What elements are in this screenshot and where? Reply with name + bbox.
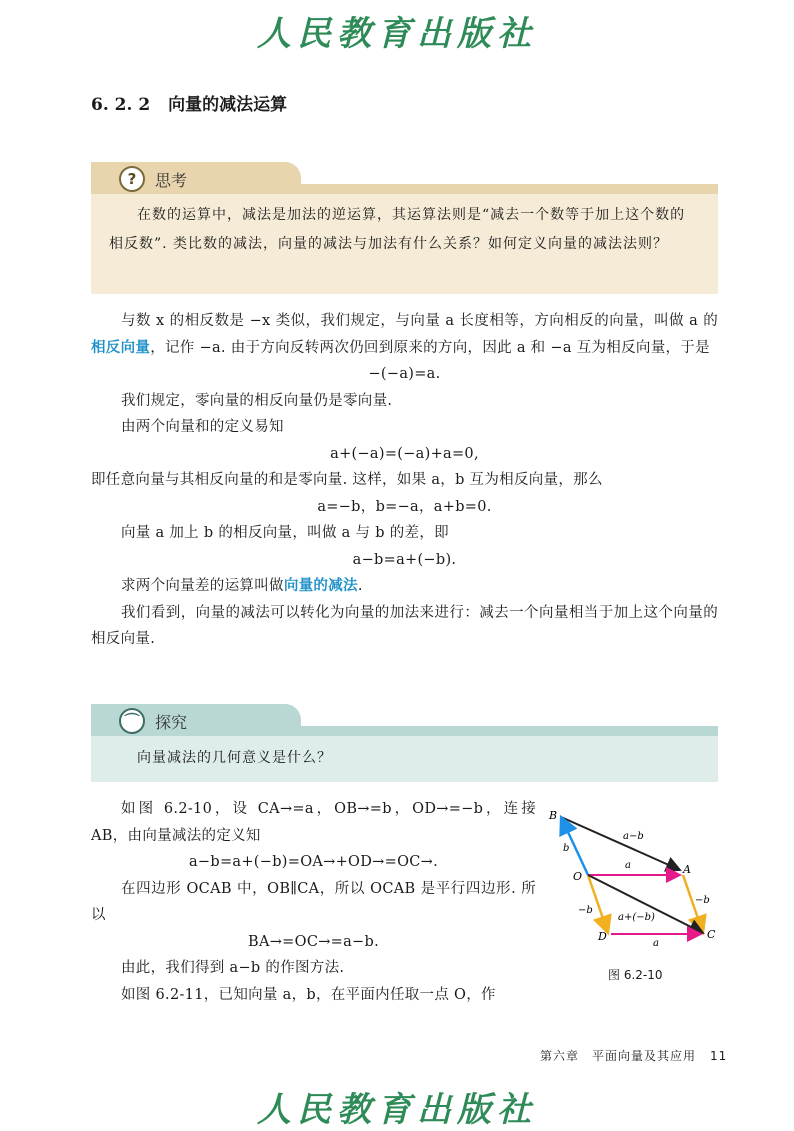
label-a-minus-b: a−b [623,831,644,842]
paragraph-6: 求两个向量差的运算叫做向量的减法. [121,577,363,594]
vector-BA [561,817,680,870]
label-a-top: a [625,860,631,871]
paragraph-3: 由两个向量和的定义易知 [121,419,284,435]
label-a-plus-neg-b: a+(−b) [618,912,655,923]
label-neg-b-left: −b [578,905,593,916]
paragraph-4: 即任意向量与其相反向量的和是零向量. 这样，如果 a，b 互为相反向量，那么 [91,472,603,488]
paragraph-11: 如图 6.2-11，已知向量 a，b，在平面内任取一点 O，作 [121,986,496,1003]
paragraph-10: 由此，我们得到 a−b 的作图方法. [121,960,345,976]
think-stripe [301,184,718,194]
page-number: 11 [710,1049,728,1063]
think-body [91,194,718,294]
formula-5: a−b=a+(−b)=OA→+OD→=OC→. [188,854,439,870]
explore-text: 向量减法的几何意义是什么？ [137,750,332,766]
explore-body [91,736,718,782]
explore-icon: ⌒ [119,708,145,734]
formula-2: a+(−a)=(−a)+a=0, [330,445,479,462]
paragraph-7: 我们看到，向量的减法可以转化为向量的加法来进行：减去一个向量相当于加上这个向量的相反向量. [91,604,718,647]
think-text: 在数的运算中，减法是加法的逆运算，其运算法则是“减去一个数等于加上这个数的相反数”. 类比数的减法，向量的减法与加法有什么关系？如何定义向量的减法法则？ [109,207,686,252]
paragraph-1: 与数 x 的相反数是 −x 类似，我们规定，与向量 a 长度相等，方向相反的向量，叫做 a 的相反向量，记作 −a. 由于方向反转两次仍回到原来的方向，因此 a 和 −a 互为相反向量，于是 [91,313,718,356]
figure-caption: 图 6.2-10 [608,968,663,982]
paragraph-2: 我们规定，零向量的相反向量仍是零向量. [121,392,393,409]
figure-6-2-10 [543,805,723,955]
label-neg-b-right: −b [695,895,710,906]
question-icon: ? [119,166,145,192]
formula-3: a=−b，b=−a，a+b=0. [317,498,492,515]
page-footer [540,1047,727,1064]
term-vector-subtraction: 向量的减法 [283,577,358,594]
section-number: 6. 2. 2 [91,95,151,115]
formula-4: a−b=a+(−b). [352,551,457,568]
point-A: A [683,863,691,876]
paragraph-8: 如图 6.2-10，设 CA→=a，OB→=b，OD→=−b，连接 AB，由向量减法的定义知 [91,801,536,844]
publisher-logo-top: 人民教育出版社 [257,14,537,54]
point-D: D [598,930,607,943]
section-title: 向量的减法运算 [168,95,288,115]
think-title: 思考 [155,171,188,190]
label-a-bottom: a [653,938,659,949]
publisher-logo-bottom: 人民教育出版社 [257,1090,537,1130]
explore-stripe [301,726,718,736]
think-tab [91,162,301,194]
body-text [91,308,718,653]
point-C: C [707,928,716,941]
explore-box [91,704,718,782]
explore-title: 探究 [155,713,188,732]
label-b: b [563,843,570,854]
think-box [91,162,718,294]
explore-tab [91,704,301,736]
formula-6: BA→=OC→=a−b. [248,933,379,950]
chapter-title: 第六章 平面向量及其应用 [540,1049,697,1063]
term-opposite-vector: 相反向量 [91,338,151,356]
formula-1: −(−a)=a. [368,366,441,382]
paragraph-5: 向量 a 加上 b 的相反向量，叫做 a 与 b 的差，即 [121,525,449,541]
point-O: O [573,870,583,883]
point-B: B [549,809,558,822]
paragraph-9: 在四边形 OCAB 中，OB∥CA，所以 OCAB 是平行四边形. 所以 [91,880,536,923]
section-heading [91,90,287,115]
